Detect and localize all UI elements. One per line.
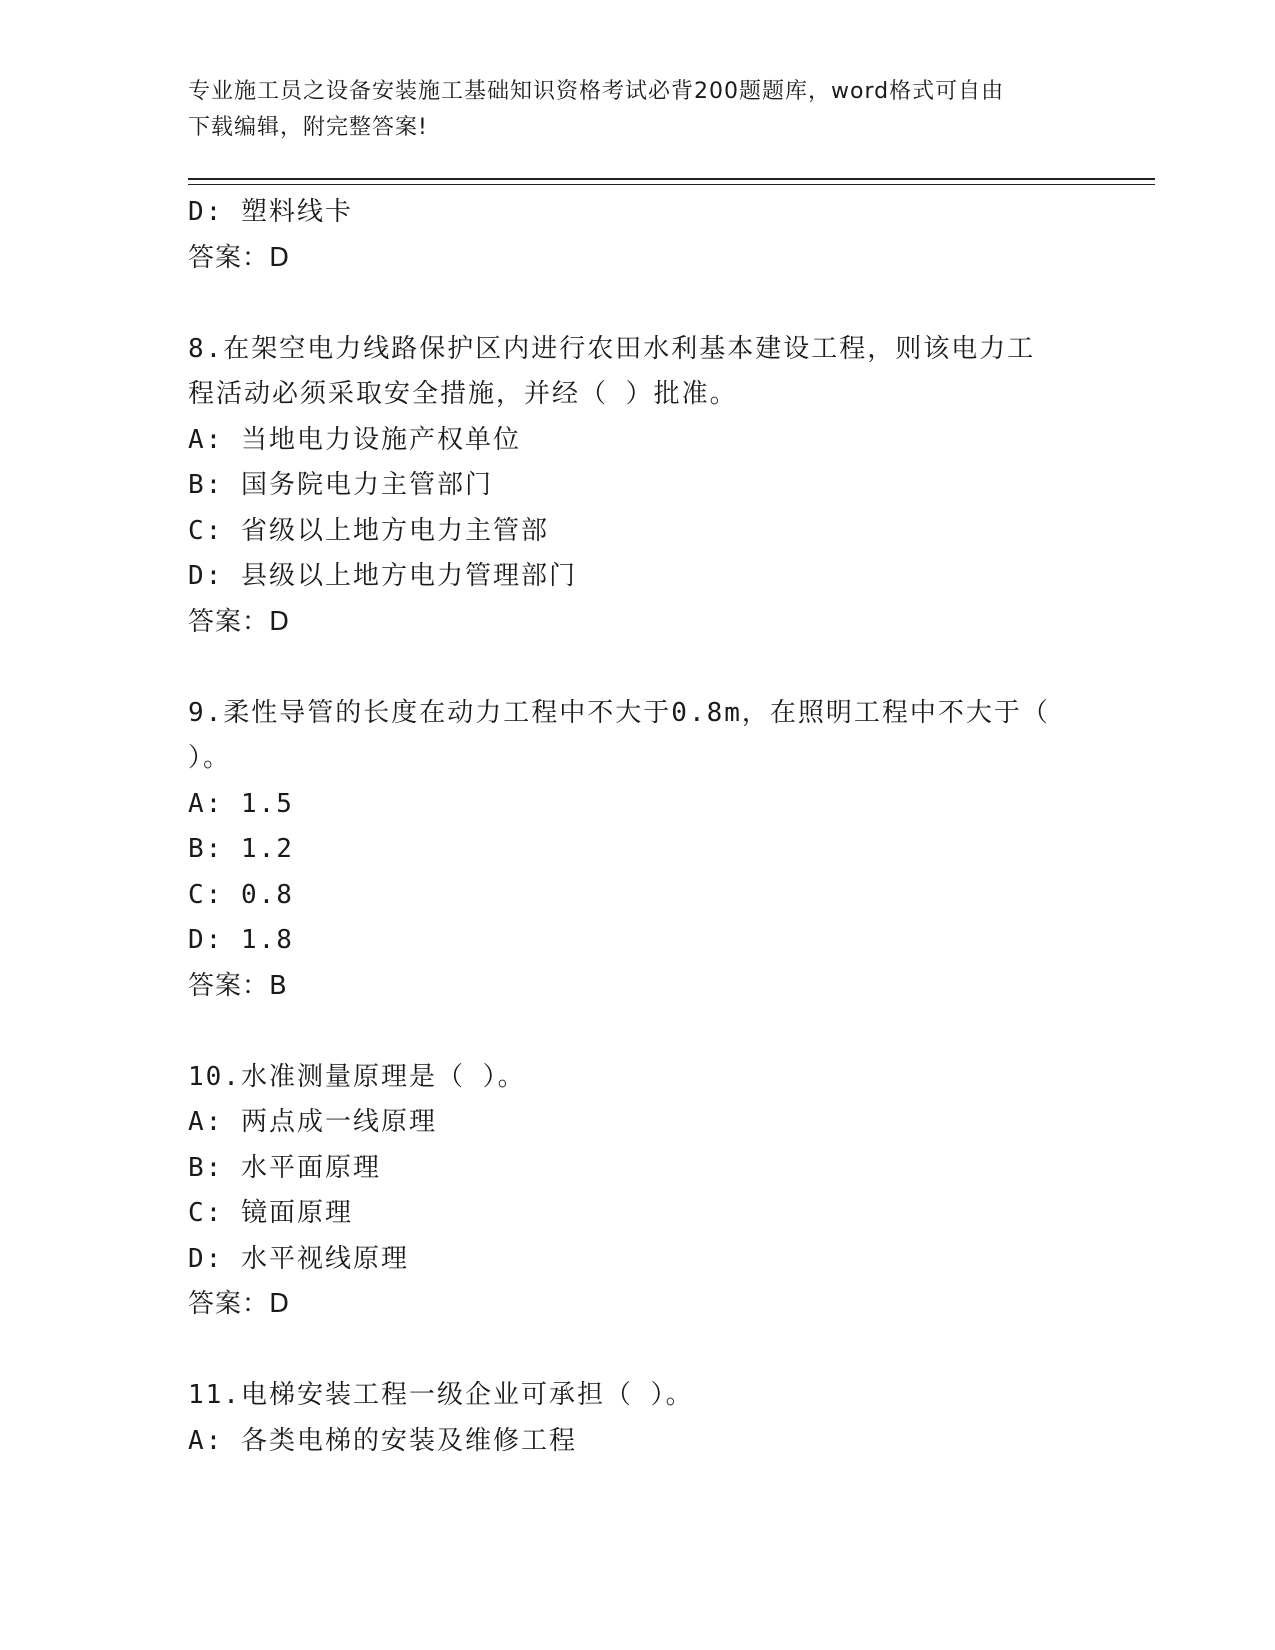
header-title-line-1: 专业施工员之设备安装施工基础知识资格考试必背200题题库，word格式可自由 xyxy=(188,79,1005,104)
option-d: D: 水平视线原理 xyxy=(188,1243,409,1274)
option-c: C: 省级以上地方电力主管部 xyxy=(188,515,549,546)
answer-line: 答案：B xyxy=(188,970,288,1001)
question-stem: ）。 xyxy=(188,743,232,773)
spacer xyxy=(188,1009,1088,1055)
option-c: C: 0.8 xyxy=(188,879,294,910)
option-a: A: 1.5 xyxy=(188,788,294,819)
question-11 xyxy=(188,1373,1088,1464)
option-a: A: 当地电力设施产权单位 xyxy=(188,424,521,455)
question-stem: 8.在架空电力线路保护区内进行农田水利基本建设工程，则该电力工 xyxy=(188,333,1036,364)
option-d: D: 县级以上地方电力管理部门 xyxy=(188,561,577,591)
header-divider-thick xyxy=(188,178,1155,180)
header-divider-thin xyxy=(188,184,1155,185)
spacer xyxy=(188,281,1088,327)
header-title-line-2: 下载编辑，附完整答案! xyxy=(188,115,428,140)
answer-line: 答案：D xyxy=(188,606,291,637)
option-b: B: 水平面原理 xyxy=(188,1152,381,1183)
question-stem: 程活动必须采取安全措施，并经（ ）批准。 xyxy=(188,379,738,409)
question-8 xyxy=(188,327,1088,646)
option-a: A: 两点成一线原理 xyxy=(188,1107,437,1137)
question-10 xyxy=(188,1055,1088,1328)
answer-line: 答案：D xyxy=(188,242,291,273)
question-stem: 11.电梯安装工程一级企业可承担（ ）。 xyxy=(188,1380,694,1410)
option-c: C: 镜面原理 xyxy=(188,1198,353,1228)
spacer xyxy=(188,1328,1088,1374)
answer-line: 答案：D xyxy=(188,1289,291,1319)
question-9 xyxy=(188,691,1088,1010)
option-d: D: 塑料线卡 xyxy=(188,197,353,227)
question-7-tail xyxy=(188,190,1088,281)
option-d: D: 1.8 xyxy=(188,925,294,955)
question-list xyxy=(188,190,1088,1464)
option-b: B: 1.2 xyxy=(188,834,294,864)
document-header xyxy=(188,74,1088,146)
option-a: A: 各类电梯的安装及维修工程 xyxy=(188,1425,577,1456)
question-stem: 10.水准测量原理是（ ）。 xyxy=(188,1061,526,1092)
question-stem: 9.柔性导管的长度在动力工程中不大于0.8m，在照明工程中不大于（ xyxy=(188,697,1050,728)
spacer xyxy=(188,645,1088,691)
option-b: B: 国务院电力主管部门 xyxy=(188,470,493,500)
